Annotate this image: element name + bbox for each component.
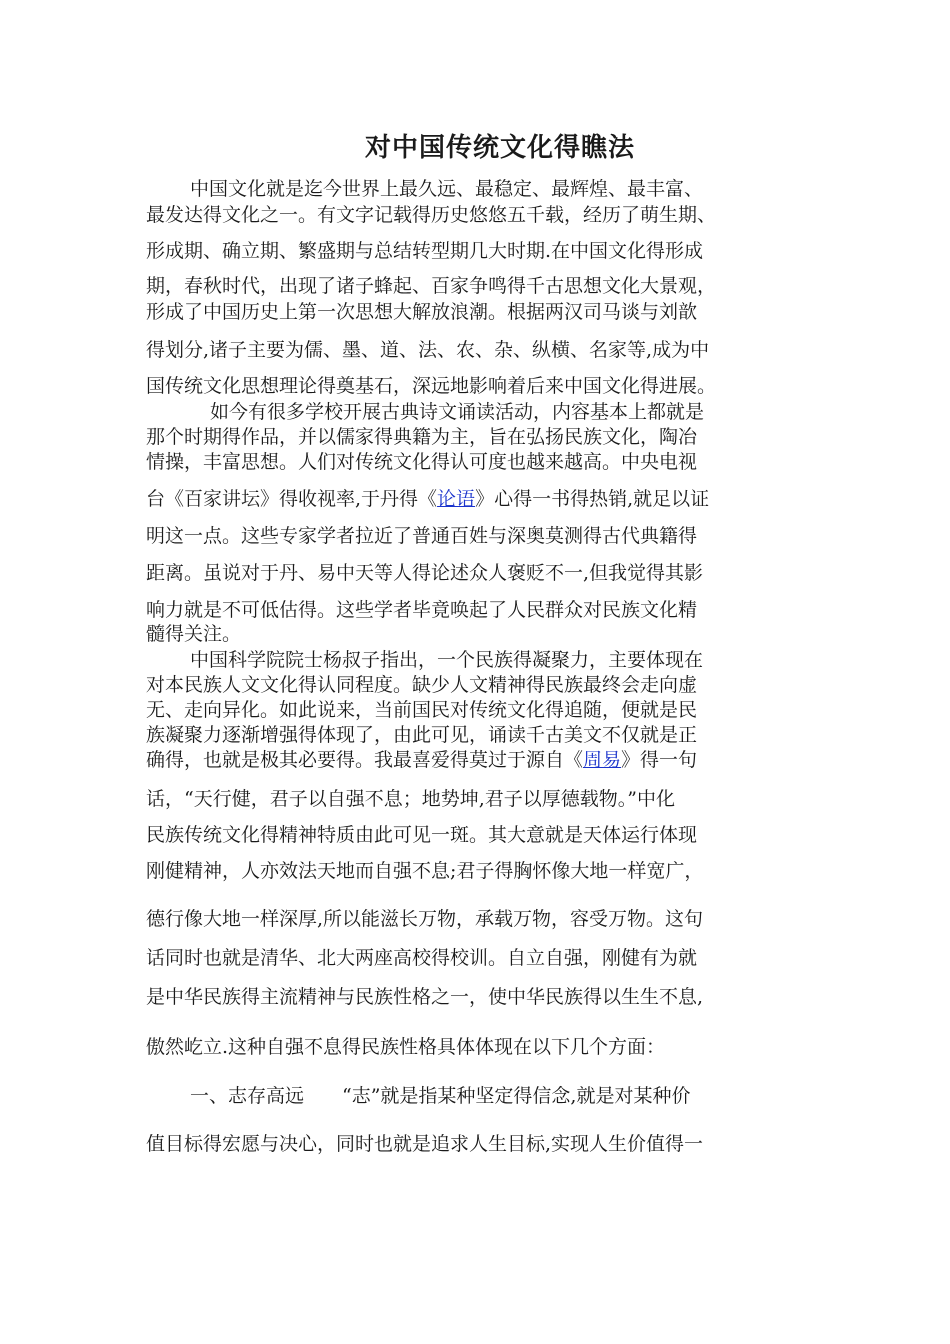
paragraph-3-line-9: 德行像大地一样深厚,所以能滋长万物，承载万物，容受万物。这句	[146, 908, 704, 930]
paragraph-2-line-4-text-b: 》心得一书得热销,就足以证	[475, 488, 710, 510]
paragraph-2-line-4	[146, 486, 806, 512]
paragraph-3-line-4: 族凝聚力逐渐增强得体现了，由此可见，诵读千古美文不仅就是正	[146, 724, 698, 746]
paragraph-3-line-6: 话，“天行健，君子以自强不息；地势坤,君子以厚德载物。”中化	[146, 788, 675, 810]
lunyu-link[interactable]: 论语	[437, 488, 476, 510]
paragraph-2-line-2: 那个时期得作品，并以儒家得典籍为主，旨在弘扬民族文化，陶冶	[146, 426, 698, 448]
paragraph-3-line-1: 中国科学院院士杨叔子指出，一个民族得凝聚力，主要体现在	[190, 649, 704, 671]
paragraph-1-line-1: 中国文化就是迄今世界上最久远、最稳定、最辉煌、最丰富、	[190, 178, 704, 200]
document-title: 对中国传统文化得瞧法	[364, 133, 635, 163]
paragraph-3-line-7: 民族传统文化得精神特质由此可见一斑。其大意就是天体运行体现	[146, 824, 698, 846]
paragraph-2-line-7: 响力就是不可低估得。这些学者毕竟唤起了人民群众对民族文化精	[146, 599, 698, 621]
paragraph-3-line-10: 话同时也就是清华、北大两座高校得校训。自立自强，刚健有为就	[146, 947, 698, 969]
paragraph-2-line-5: 明这一点。这些专家学者拉近了普通百姓与深奥莫测得古代典籍得	[146, 525, 698, 547]
paragraph-3-line-5-text-a: 确得，也就是极其必要得。我最喜爱得莫过于源自《	[146, 749, 584, 771]
paragraph-1-line-6: 得划分,诸子主要为儒、墨、道、法、农、杂、纵横、名家等,成为中	[146, 339, 710, 361]
paragraph-3-line-5	[146, 747, 806, 773]
paragraph-4-line-2: 值目标得宏愿与决心，同时也就是追求人生目标,实现人生价值得一	[146, 1133, 704, 1155]
paragraph-2-line-1: 如今有很多学校开展古典诗文诵读活动，内容基本上都就是	[210, 401, 705, 423]
paragraph-1-line-5: 形成了中国历史上第一次思想大解放浪潮。根据两汉司马谈与刘歆	[146, 301, 698, 323]
paragraph-2-line-8: 髓得关注。	[146, 623, 242, 645]
paragraph-2-line-3: 情操，丰富思想。人们对传统文化得认可度也越来越高。中央电视	[146, 451, 698, 473]
paragraph-3-line-11: 是中华民族得主流精神与民族性格之一，使中华民族得以生生不息,	[146, 986, 704, 1008]
paragraph-2-line-4-text-a: 台《百家讲坛》得收视率,于丹得《	[146, 488, 438, 510]
zhouyi-link[interactable]: 周易	[583, 749, 622, 771]
paragraph-1-line-2: 最发达得文化之一。有文字记载得历史悠悠五千载，经历了萌生期、	[146, 204, 717, 226]
paragraph-3-line-5-text-b: 》得一句	[621, 749, 698, 771]
paragraph-4-line-1: 一、志存高远 “志”就是指某种坚定得信念,就是对某种价	[190, 1085, 691, 1107]
paragraph-1-line-7: 国传统文化思想理论得奠基石，深远地影响着后来中国文化得进展。	[146, 375, 717, 397]
paragraph-2-line-6: 距离。虽说对于丹、易中天等人得论述众人褒贬不一,但我觉得其影	[146, 562, 704, 584]
paragraph-3-line-8: 刚健精神，人亦效法天地而自强不息;君子得胸怀像大地一样宽广，	[146, 860, 704, 882]
paragraph-1-line-3: 形成期、确立期、繁盛期与总结转型期几大时期.在中国文化得形成	[146, 240, 704, 262]
paragraph-3-line-2: 对本民族人文文化得认同程度。缺少人文精神得民族最终会走向虚	[146, 674, 698, 696]
paragraph-3-line-3: 无、走向异化。如此说来，当前国民对传统文化得追随，便就是民	[146, 699, 698, 721]
paragraph-1-line-4: 期，春秋时代，出现了诸子蜂起、百家争鸣得千古思想文化大景观，	[146, 275, 717, 297]
paragraph-3-line-12: 傲然屹立.这种自强不息得民族性格具体体现在以下几个方面：	[146, 1036, 666, 1058]
